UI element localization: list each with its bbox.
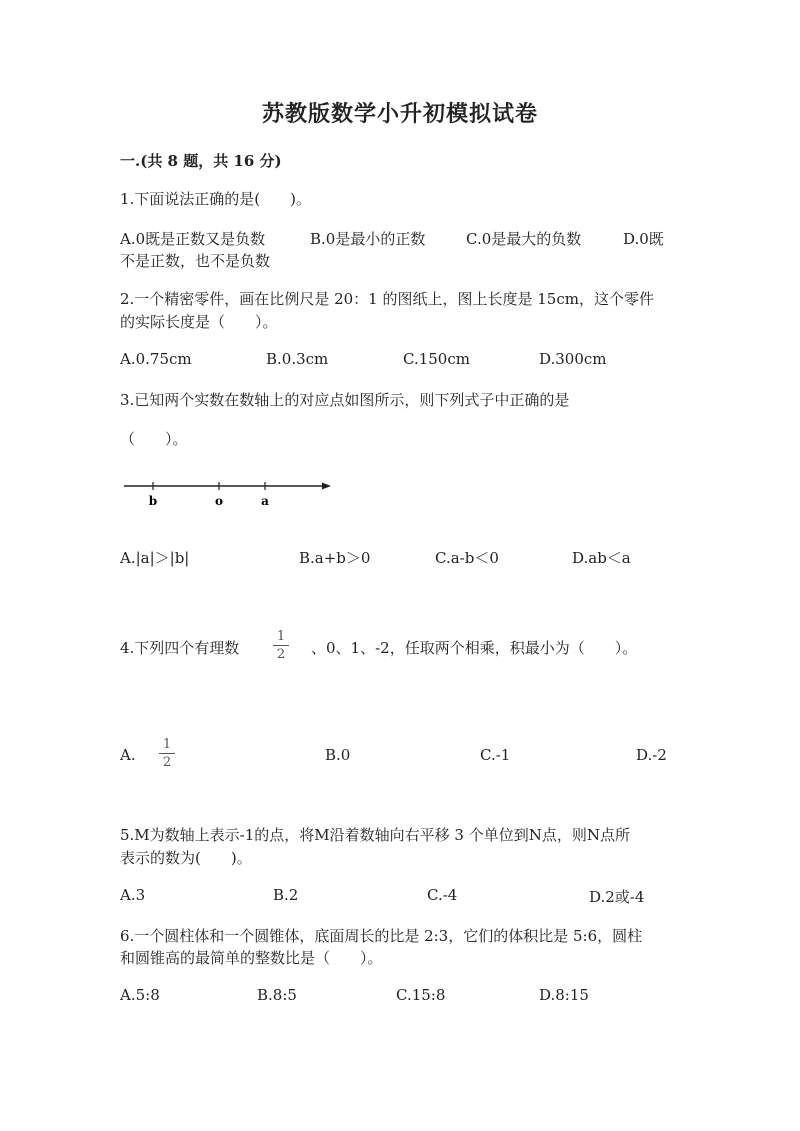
question-5-stem-line2: 表示的数为( )。 xyxy=(120,849,252,867)
fraction-bar xyxy=(273,645,289,646)
question-6-stem-line1: 6.一个圆柱体和一个圆锥体，底面周长的比是 2:3，它们的体积比是 5:6，圆柱 xyxy=(120,927,643,945)
q5-option-a: A.3 xyxy=(120,886,146,904)
q1-option-c: C.0是最大的负数 xyxy=(466,230,582,248)
question-4-stem-prefix: 4.下列四个有理数 xyxy=(120,639,240,657)
label-b: b xyxy=(148,494,158,508)
q4-option-b: B.0 xyxy=(325,746,351,764)
q3-option-c: C.a-b＜0 xyxy=(435,549,499,567)
q6-option-b: B.8:5 xyxy=(257,986,297,1004)
label-a: a xyxy=(261,494,269,508)
q4-option-d: D.-2 xyxy=(636,746,667,764)
q4-option-c: C.-1 xyxy=(480,746,511,764)
q3-option-b: B.a+b＞0 xyxy=(299,549,371,567)
q5-option-b: B.2 xyxy=(273,886,299,904)
q1-option-d-wrap: 不是正数，也不是负数 xyxy=(120,252,271,270)
q4-option-a-denominator: 2 xyxy=(162,755,172,770)
page-title: 苏教版数学小升初模拟试卷 xyxy=(261,101,538,127)
q6-option-a: A.5:8 xyxy=(120,986,160,1004)
q4-option-a-label: A. xyxy=(120,746,136,764)
q4-stem-fraction xyxy=(273,629,289,662)
q3-option-a: A.|a|＞|b| xyxy=(120,549,190,567)
number-line-arrow xyxy=(322,483,331,490)
question-5-stem-line1: 5.M为数轴上表示-1的点，将M沿着数轴向右平移 3 个单位到N点，则N点所 xyxy=(120,826,630,844)
q2-option-a: A.0.75cm xyxy=(120,350,192,368)
q2-option-d: D.300cm xyxy=(539,350,607,368)
question-3-stem-line1: 3.已知两个实数在数轴上的对应点如图所示，则下列式子中正确的是 xyxy=(120,391,570,409)
fraction-bar xyxy=(159,753,175,754)
q4-stem-fraction-denominator: 2 xyxy=(276,647,286,662)
q1-option-d: D.0既 xyxy=(623,230,664,248)
q2-option-b: B.0.3cm xyxy=(266,350,329,368)
q1-option-a: A.0既是正数又是负数 xyxy=(120,230,266,248)
q4-stem-fraction-numerator: 1 xyxy=(276,629,286,644)
number-line-figure xyxy=(120,478,335,510)
q5-option-c: C.-4 xyxy=(427,886,458,904)
question-3-stem-line2: （ ）。 xyxy=(120,430,188,448)
question-6-stem-line2: 和圆锥高的最简单的整数比是（ ）。 xyxy=(120,949,383,967)
q6-option-c: C.15:8 xyxy=(396,986,446,1004)
q4-option-a-numerator: 1 xyxy=(162,737,172,752)
q3-option-d: D.ab＜a xyxy=(572,549,631,567)
question-1-stem: 1.下面说法正确的是( )。 xyxy=(120,190,312,208)
q5-option-d: D.2或-4 xyxy=(589,888,645,906)
question-2-stem-line2: 的实际长度是（ ）。 xyxy=(120,313,278,331)
q1-option-b: B.0是最小的正数 xyxy=(310,230,426,248)
section-heading: 一.(共 8 题，共 16 分) xyxy=(120,152,282,170)
label-o: o xyxy=(214,494,224,508)
q4-option-a-fraction xyxy=(159,737,175,770)
question-4-stem-suffix: 、0、1、-2，任取两个相乘，积最小为（ ）。 xyxy=(311,639,638,657)
question-2-stem-line1: 2.一个精密零件，画在比例尺是 20：1 的图纸上，图上长度是 15cm，这个零件 xyxy=(120,290,654,308)
q6-option-d: D.8:15 xyxy=(539,986,589,1004)
q2-option-c: C.150cm xyxy=(403,350,470,368)
